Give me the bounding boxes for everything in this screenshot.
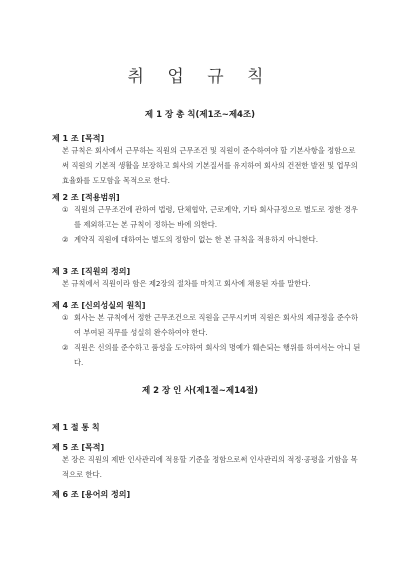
item-number: ① — [62, 205, 69, 214]
article-2-item-2 — [62, 232, 362, 247]
item-text: 직원의 근무조건에 관하여 법령, 단체협약, 근로계약, 기타 회사규정으로 별도로 정한 경우를 제외하고는 본 규칙이 정하는 바에 의한다. — [74, 205, 358, 229]
item-text: 직원은 신의를 준수하고 품성을 도야하여 회사의 명예가 훼손되는 행위를 하여서는 아니 된다. — [74, 343, 361, 367]
article-4-item-1 — [62, 310, 362, 340]
chapter-1-heading: 제 1 장 총 칙(제1조~제4조) — [144, 110, 256, 120]
item-text: 회사는 본 규칙에서 정한 근무조건으로 직원을 근무시키며 직원은 회사의 제규정을 준수하여 부여된 직무를 성실히 완수하여야 한다. — [74, 313, 358, 337]
item-text: 계약직 직원에 대하여는 별도의 정함이 없는 한 본 규칙을 적용하지 아니한다. — [74, 235, 319, 244]
article-3-text: 본 규칙에서 직원이라 함은 제2장의 절차를 마치고 회사에 채용된 자를 말한다. — [62, 279, 311, 288]
article-5-heading: 제 5 조 [목적] — [52, 443, 105, 452]
article-2-item-1 — [62, 202, 362, 232]
document-title: 취 업 규 칙 — [127, 67, 273, 87]
item-number: ② — [62, 235, 69, 244]
article-4-item-2 — [62, 340, 362, 370]
article-4-heading: 제 4 조 [신의성실의 원칙] — [52, 301, 146, 310]
section-1-heading: 제 1 절 통 칙 — [52, 423, 100, 432]
article-3-heading: 제 3 조 [직원의 정의] — [52, 267, 131, 276]
article-1-text: 본 규칙은 회사에서 근무하는 직원의 근무조건 및 직원이 준수하여야 할 기본사항을 정함으로써 직원의 기본적 생활을 보장하고 회사의 기본질서를 유지하여 회사의 건전한 발전 및 업무의 효율화를 도모함을 목적으로 한다. — [62, 146, 358, 185]
article-6-heading: 제 6 조 [용어의 정의] — [52, 490, 131, 499]
item-number: ② — [62, 343, 69, 352]
article-5-text: 본 장은 직원의 제반 인사관리에 적용할 기준을 정함으로써 인사관리의 적정·공평을 기함을 목적으로 한다. — [62, 455, 358, 479]
article-1-heading: 제 1 조 [목적] — [52, 134, 105, 143]
chapter-2-heading: 제 2 장 인 사(제1절~제14절) — [141, 386, 259, 396]
item-number: ① — [62, 313, 69, 322]
article-2-heading: 제 2 조 [적용범위] — [52, 193, 120, 202]
